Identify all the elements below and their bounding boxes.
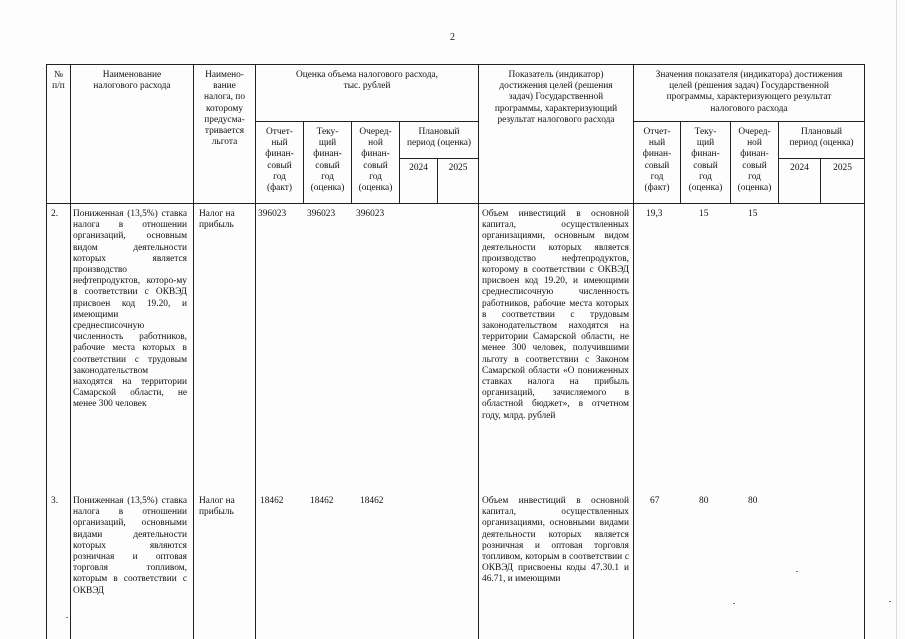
estimate-next-value: 396023 — [356, 209, 385, 219]
estimate-reporting-value: 396023 — [258, 209, 287, 219]
header-next-year: Очеред- ной финан- совый год (оценка) — [358, 127, 393, 194]
header-values-title: Значения показателя (индикатора) достижения целей (решения задач) Государственной программы, характеризующего результат налогового расхода — [655, 70, 843, 114]
tax-name: Налог на прибыль — [199, 496, 235, 518]
page-edge — [896, 0, 905, 639]
header-year-2025: 2025 — [448, 163, 468, 173]
row-number: 2. — [51, 209, 59, 219]
header-indicator-next-year: Очеред- ной финан- совый год (оценка) — [737, 127, 772, 194]
header-name: Наименование налогового расхода — [93, 70, 171, 92]
header-year-2024: 2024 — [409, 163, 428, 173]
header-indicator-planned-period: Плановый период (оценка) — [789, 127, 854, 149]
row-number: 3. — [51, 496, 59, 506]
header-indicator-year-2025: 2025 — [833, 163, 852, 173]
indicator-current-value: 15 — [699, 209, 709, 219]
estimate-current-value: 396023 — [307, 209, 336, 219]
estimate-next-value: 18462 — [360, 496, 384, 506]
header-reporting-year: Отчет- ный финан- совый год (факт) — [265, 127, 294, 194]
scan-speck — [733, 603, 735, 604]
header-current-year: Теку- щий финан- совый год (оценка) — [310, 127, 345, 194]
estimate-current-value: 18462 — [310, 496, 334, 506]
header-planned-period: Плановый период (оценка) — [406, 127, 472, 149]
indicator-reporting-value: 19,3 — [646, 209, 663, 219]
indicator-text: Объем инвестиций в основной капитал, осуществленных организациями, основным видом деятельности которых является производство нефтепродуктов, которому в соответствии с ОКВЭД присвоен код 19.20, и имеющими среднесписочную численность работников, рабочие места которых в соответствии с трудовым законодательством находятся на территории Самарской области, не менее 300 человек, получившими льготу в соответствии с Законом Самарской области «О пониженных ставках налога на прибыль организаций, зачисляемого в областной бюджет», в отчетном году, млрд. рублей — [482, 209, 629, 421]
indicator-reporting-value: 67 — [650, 496, 660, 506]
estimate-reporting-value: 18462 — [260, 496, 284, 506]
header-estimate-title: Оценка объема налогового расхода, тыс. рублей — [295, 70, 438, 92]
header-num: № п/п — [52, 70, 65, 92]
header-indicator-year-2024: 2024 — [790, 163, 809, 173]
tax-name: Налог на прибыль — [199, 209, 235, 231]
scan-speck — [796, 571, 798, 572]
scan-speck — [66, 617, 68, 618]
header-tax: Наимено- вание налога, по которому предусма- тривается льгота — [203, 70, 246, 148]
tax-expense-name: Пониженная (13,5%) ставка налога в отношении организаций, основным видом деятельности которых является производство нефтепродуктов, которо-му в соответствии с ОКВЭД присвоен код 19.20, и имеющими среднесписочную численность работников, рабочие места которых в соответствии с трудовым законодательством находятся на территории Самарской области, не менее 300 человек — [73, 209, 187, 410]
indicator-current-value: 80 — [699, 496, 709, 506]
header-indicator: Показатель (индикатор) достижения целей (решения задач) Государственной программы, характеризующий результат налогового расхода — [494, 70, 618, 125]
page-number: 2 — [450, 32, 455, 43]
header-indicator-current-year: Теку- щий финан- совый год (оценка) — [688, 127, 723, 194]
tax-expense-name: Пониженная (13,5%) ставка налога в отношении организаций, основными видами деятельности которых являются розничная и оптовая торговля топливом, которым в соответствии с ОКВЭД — [73, 496, 187, 596]
indicator-text: Объем инвестиций в основной капитал, осуществленных организациями, основными видами деятельности которых является розничная и оптовая торговля топливом, которым в соответствии с ОКВЭД присвоены коды 47.30.1 и 46.71, и имеющими — [482, 496, 629, 585]
indicator-next-value: 15 — [748, 209, 758, 219]
header-indicator-reporting-year: Отчет- ный финан- совый год (факт) — [642, 127, 672, 194]
indicator-next-value: 80 — [748, 496, 758, 506]
scan-speck — [889, 601, 891, 602]
